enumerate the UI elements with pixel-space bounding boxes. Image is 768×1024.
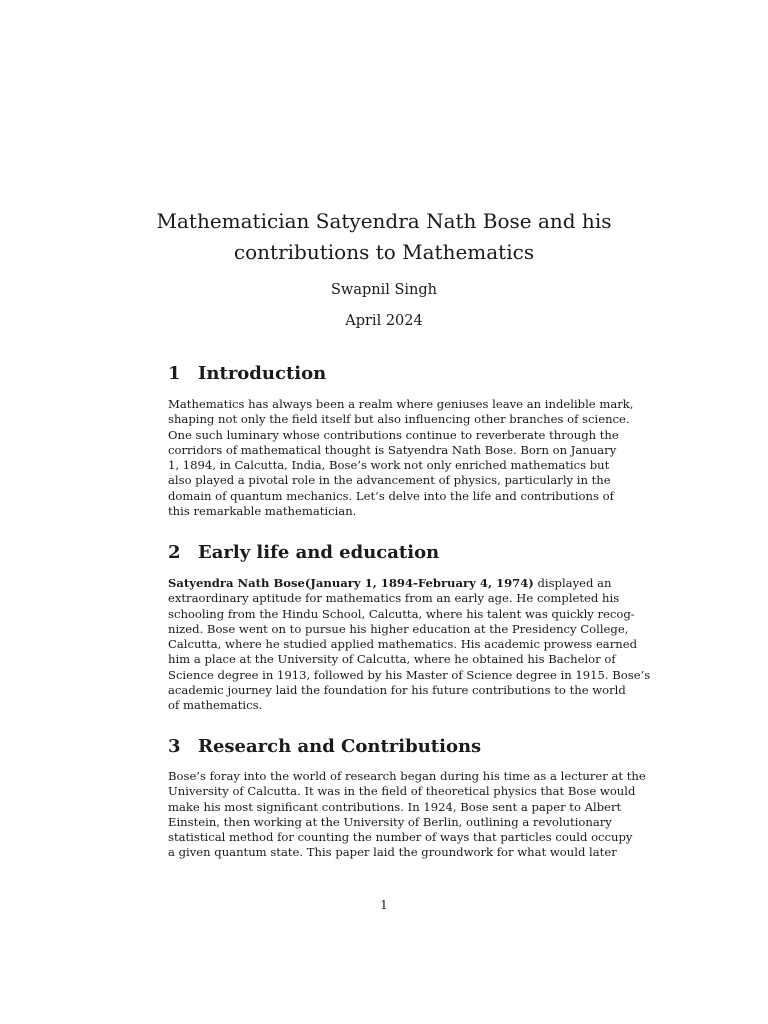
paper-title xyxy=(150,206,618,268)
paragraph-line: Calcutta, where he studied applied mathematics. His academic prowess earned xyxy=(168,637,638,652)
paragraph-line: corridors of mathematical thought is Satyendra Nath Bose. Born on January xyxy=(168,442,617,457)
section-title: Research and Contributions xyxy=(198,736,482,757)
paragraph-line: University of Calcutta. It was in the field of theoretical physics that Bose would xyxy=(168,784,636,799)
paragraph-line: domain of quantum mechanics. Let’s delve into the life and contributions of xyxy=(168,488,614,503)
lead-line-rest: displayed an xyxy=(533,576,612,590)
section-number: 2 xyxy=(168,542,181,563)
title-line-2: contributions to Mathematics xyxy=(233,240,535,264)
paragraph-line: this remarkable mathematician. xyxy=(168,504,357,519)
author-name: Swapnil Singh xyxy=(330,282,438,298)
paragraph-line: also played a pivotal role in the advancement of physics, particularly in the xyxy=(168,473,611,488)
paragraph-line: Bose’s foray into the world of research began during his time as a lecturer at the xyxy=(168,769,646,783)
paragraph-line: him a place at the University of Calcutta, where he obtained his Bachelor of xyxy=(168,652,616,667)
paragraph-line: 1, 1894, in Calcutta, India, Bose’s work not only enriched mathematics but xyxy=(168,458,610,473)
section-title: Introduction xyxy=(198,363,327,384)
paragraph-line: statistical method for counting the number of ways that particles could occupy xyxy=(168,830,633,845)
section-number: 3 xyxy=(168,736,181,757)
research-paragraph xyxy=(168,769,646,861)
section-heading-introduction xyxy=(168,362,326,386)
page-number: 1 xyxy=(380,898,388,912)
paragraph-line: shaping not only the field itself but also influencing other branches of science. xyxy=(168,412,630,427)
paragraph-line: academic journey laid the foundation for his future contributions to the world xyxy=(168,683,626,698)
paragraph-line: Einstein, then working at the University of Berlin, outlining a revolutionary xyxy=(168,814,612,829)
section-number: 1 xyxy=(168,363,181,384)
section-heading-research xyxy=(168,735,481,759)
paragraph-line: a given quantum state. This paper laid the groundwork for what would later xyxy=(168,845,617,860)
paragraph-line: One such luminary whose contributions continue to reverberate through the xyxy=(168,427,619,442)
paragraph-line: extraordinary aptitude for mathematics from an early age. He completed his xyxy=(168,591,620,606)
paragraph-line: Mathematics has always been a realm where geniuses leave an indelible mark, xyxy=(168,397,634,411)
section-title: Early life and education xyxy=(198,542,440,563)
paragraph-line: of mathematics. xyxy=(168,698,263,713)
publication-date: April 2024 xyxy=(345,313,423,329)
bold-lead-text: Satyendra Nath Bose(January 1, 1894-February 4, 1974) xyxy=(168,576,534,590)
title-line-1: Mathematician Satyendra Nath Bose and his xyxy=(156,209,612,233)
paragraph-line: make his most significant contributions. In 1924, Bose sent a paper to Albert xyxy=(168,799,622,814)
paragraph-line xyxy=(168,576,612,591)
early-life-paragraph xyxy=(168,576,651,714)
section-heading-early-life xyxy=(168,541,439,565)
introduction-paragraph xyxy=(168,397,634,519)
paragraph-line: nized. Bose went on to pursue his higher education at the Presidency College, xyxy=(168,621,629,636)
paragraph-line: Science degree in 1913, followed by his Master of Science degree in 1915. Bose’s xyxy=(168,667,651,682)
paragraph-line: schooling from the Hindu School, Calcutta, where his talent was quickly recog- xyxy=(168,606,635,621)
